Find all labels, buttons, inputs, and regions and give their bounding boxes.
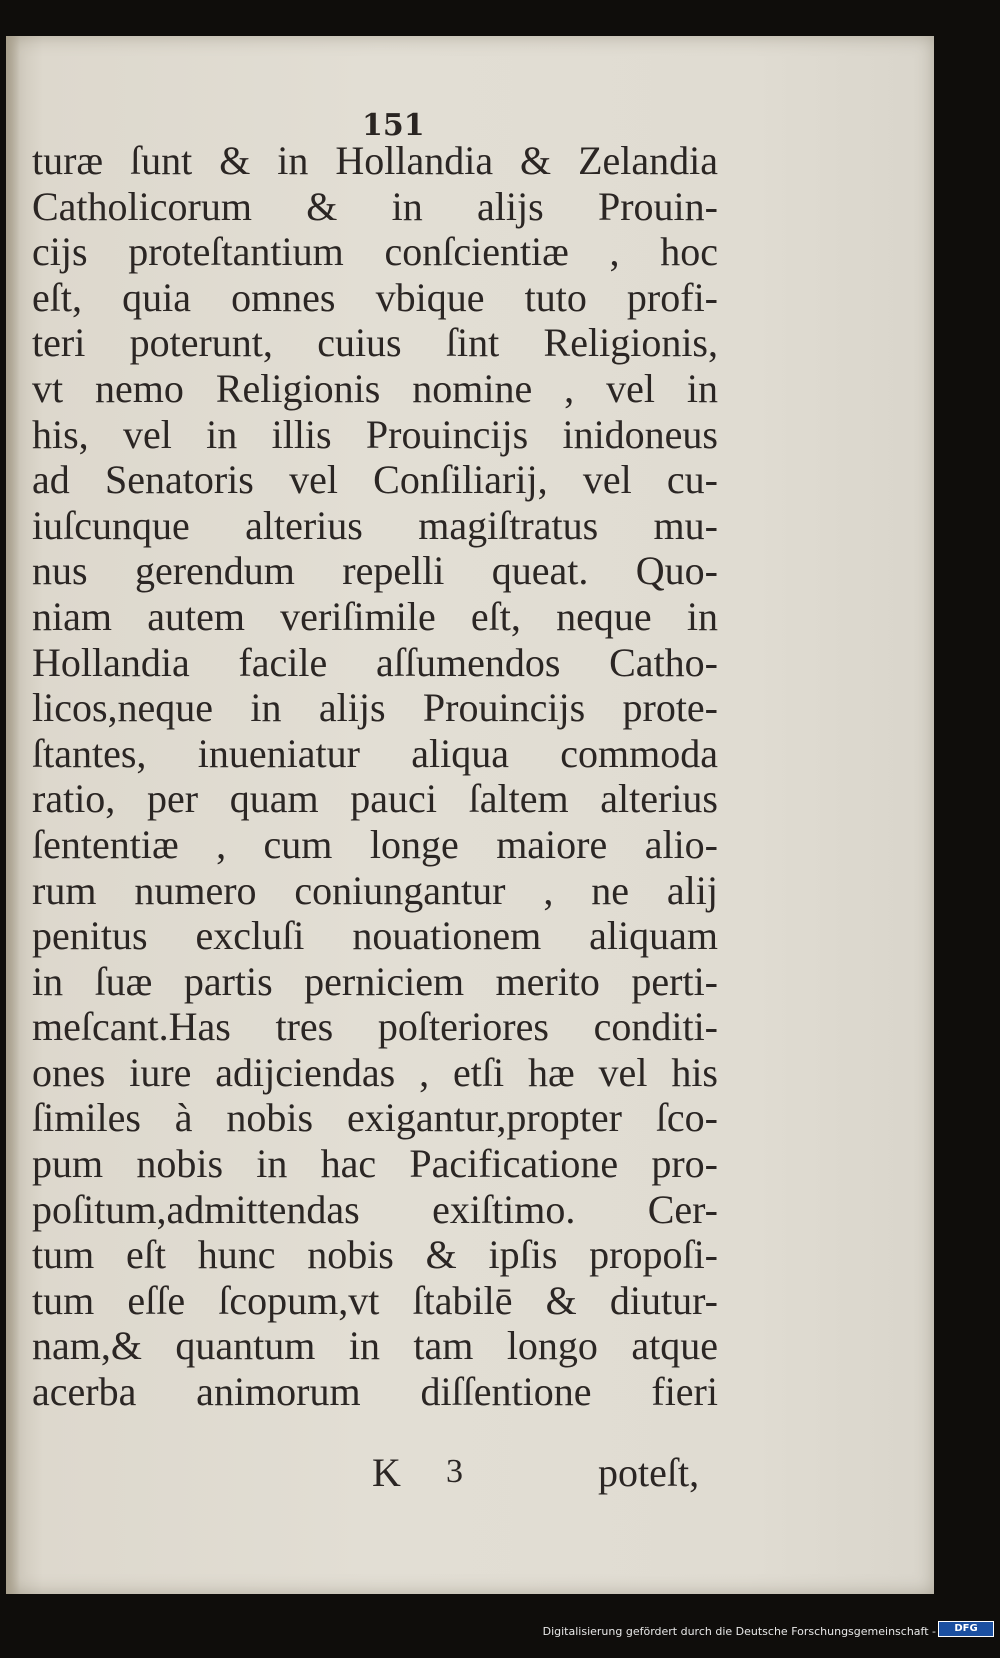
text-line: ſimiles à nobis exigantur,propter ſco- (32, 1095, 718, 1141)
text-line: vt nemo Religionis nomine , vel in (32, 365, 718, 411)
text-line: ſtantes, inueniatur aliqua commoda (32, 730, 718, 776)
catchword: poteſt, (598, 1450, 700, 1495)
page-gutter-shadow (6, 36, 20, 1594)
page-number: 151 (362, 108, 425, 143)
text-line: acerba animorum diſſentione fieri (32, 1369, 718, 1415)
text-line: licos,neque in alijs Prouincijs prote- (32, 685, 718, 731)
text-line: nam,& quantum in tam longo atque (32, 1323, 718, 1369)
text-line: rum numero coniungantur , ne alij (32, 867, 718, 913)
text-line: teri poterunt, cuius ſint Religionis, (32, 320, 718, 366)
text-line: poſitum,admittendas exiſtimo. Cer- (32, 1186, 718, 1232)
text-line: Catholicorum & in alijs Prouin- (32, 183, 718, 229)
signature-number: 3 (446, 1453, 463, 1490)
book-page (6, 36, 934, 1594)
text-line: cijs proteſtantium conſcientiæ , hoc (32, 229, 718, 275)
text-line: his, vel in illis Prouincijs inidoneus (32, 411, 718, 457)
body-text (32, 138, 718, 1415)
text-line: tum eſt hunc nobis & ipſis propoſi- (32, 1232, 718, 1278)
text-line: ratio, per quam pauci ſaltem alterius (32, 776, 718, 822)
text-line: iuſcunque alterius magiſtratus mu- (32, 502, 718, 548)
text-line: niam autem veriſimile eſt, neque in (32, 593, 718, 639)
text-line: tum eſſe ſcopum,vt ſtabilē & diutur- (32, 1277, 718, 1323)
dfg-logo: DFG (938, 1621, 994, 1637)
text-line: eſt, quia omnes vbique tuto profi- (32, 274, 718, 320)
text-line: ad Senatoris vel Conſiliarij, vel cu- (32, 457, 718, 503)
text-line: penitus excluſi nouationem aliquam (32, 913, 718, 959)
text-line: Hollandia facile aſſumendos Catho- (32, 639, 718, 685)
text-line: nus gerendum repelli queat. Quo- (32, 548, 718, 594)
text-line: ſententiæ , cum longe maiore alio- (32, 821, 718, 867)
signature-mark: K (372, 1450, 401, 1495)
text-line: meſcant.Has tres poſteriores conditi- (32, 1004, 718, 1050)
text-line: turæ ſunt & in Hollandia & Zelandia (32, 138, 718, 183)
text-line: in ſuæ partis perniciem merito perti- (32, 958, 718, 1004)
text-line: pum nobis in hac Pacificatione pro- (32, 1141, 718, 1187)
text-line: ones iure adijciendas , etſi hæ vel his (32, 1049, 718, 1095)
funding-credit: Digitalisierung gefördert durch die Deutsche Forschungsgemeinschaft - (542, 1625, 936, 1638)
footer-strip (0, 1600, 1000, 1640)
